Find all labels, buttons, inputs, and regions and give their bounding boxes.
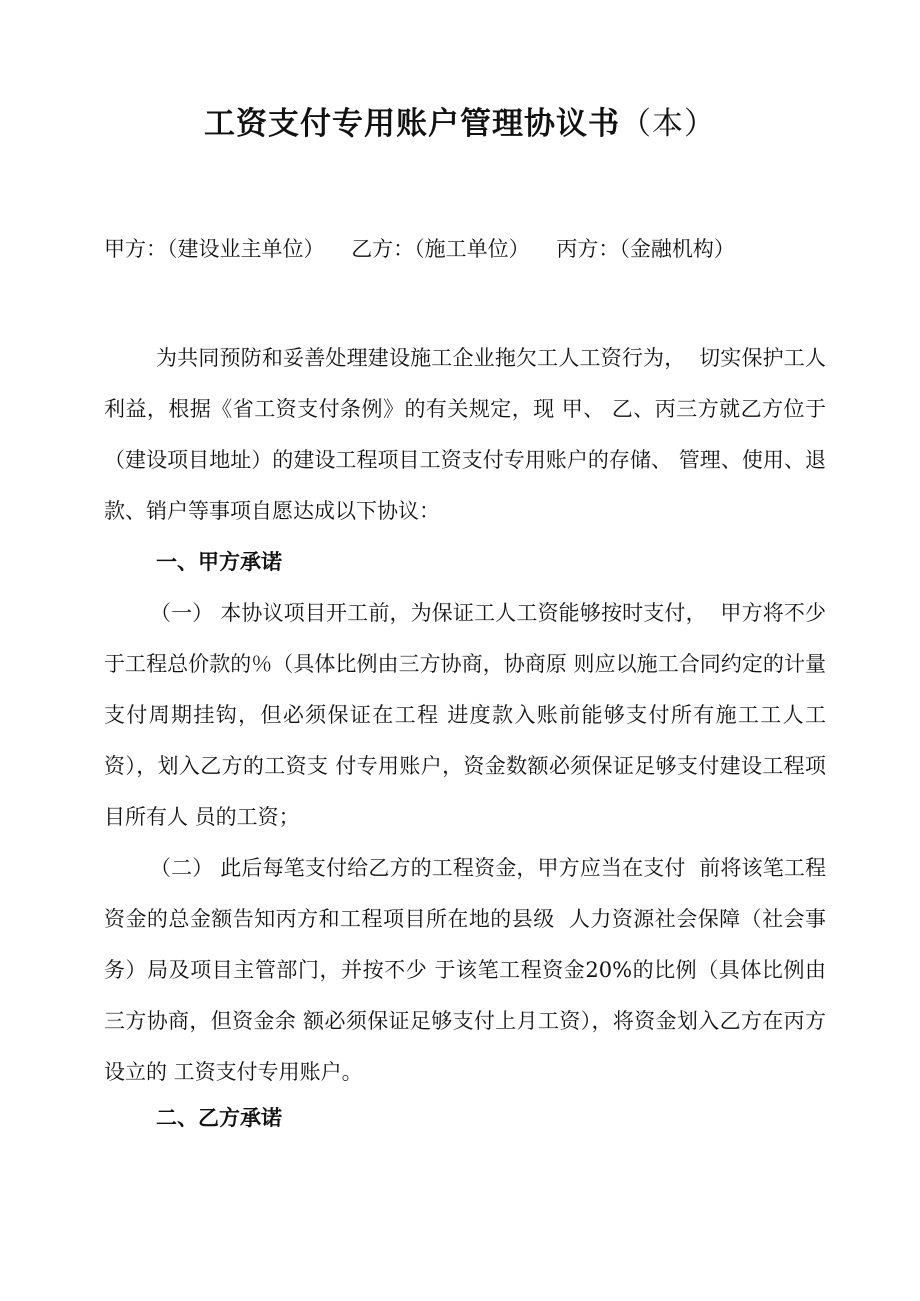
party-b: 乙方：（施工单位） [351, 237, 530, 261]
intro-paragraph: 为共同预防和妥善处理建设施工企业拖欠工人工资行为， 切实保护工人利益，根据《省工资支付条例》的有关规定，现 甲、 乙、丙三方就乙方位于 （建设项目地址）的建设工程项目工资支付专用账户的存储、 管理、使用、退款、销户等事项自愿达成以下协议： [104, 346, 833, 523]
document-title [0, 98, 920, 143]
clause-2-paragraph: （二） 此后每笔支付给乙方的工程资金，甲方应当在支付 前将该笔工程资金的总金额告知丙方和工程项目所在地的县级 人力资源社会保障（社会事务）局及项目主管部门，并按不少 于该笔工程资金20%的比例（具体比例由三方协商，但资金余 额必须保证足够支付上月工资），将资金划入乙方在丙方设立的 工资支付专用账户。 [104, 856, 826, 1084]
parties-line [104, 233, 824, 263]
document-title-suffix: （本） [620, 106, 716, 142]
document-title-main: 工资支付专用账户管理协议书 [204, 106, 620, 142]
section-heading-party-a: 一、甲方承诺 [156, 550, 282, 574]
clause-1-paragraph: （一） 本协议项目开工前，为保证工人工资能够按时支付， 甲方将不少于工程总价款的％（具体比例由三方协商，协商原 则应以施工合同约定的计量支付周期挂钩，但必须保证在工程 进度款入账前能够支付所有施工工人工资），划入乙方的工资支 付专用账户，资金数额必须保证足够支付建设工程项目所有人 员的工资； [104, 601, 826, 829]
document-body [104, 333, 833, 1098]
party-a: 甲方：（建设业主单位） [104, 237, 325, 261]
party-c: 丙方：（金融机构） [556, 237, 735, 261]
section-heading-party-b: 二、乙方承诺 [156, 1106, 282, 1130]
